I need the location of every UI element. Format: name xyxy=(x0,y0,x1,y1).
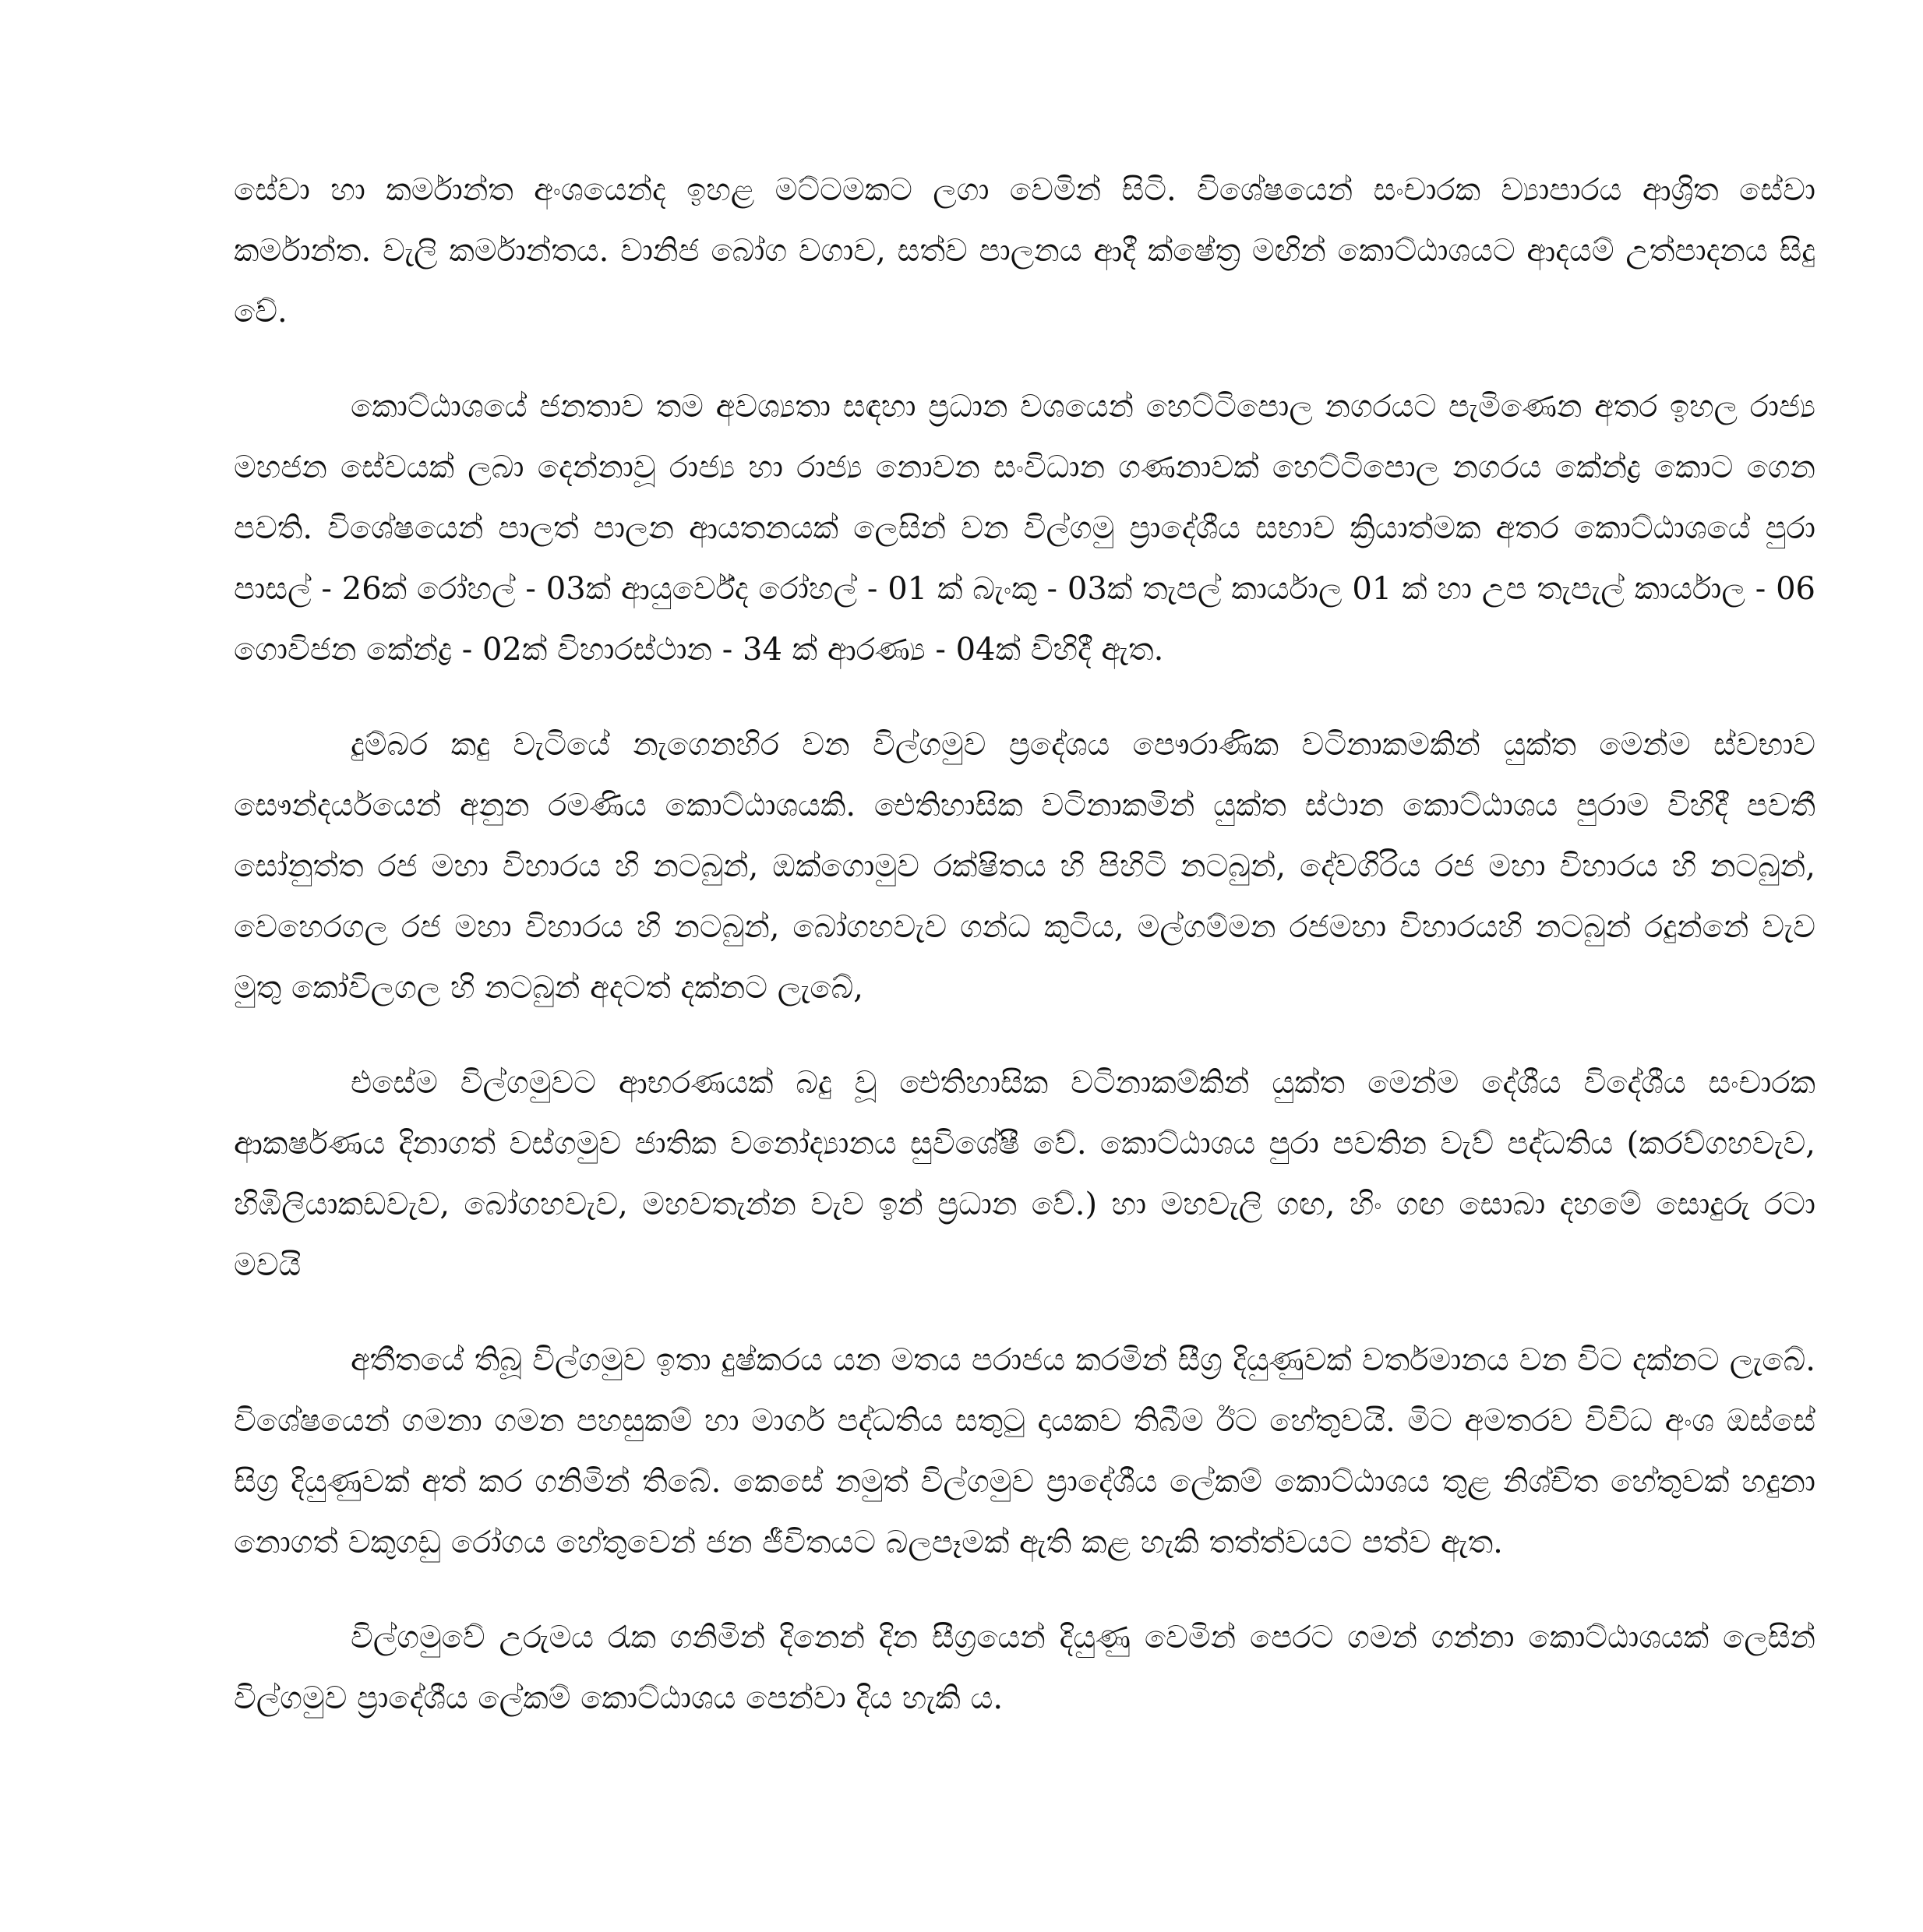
paragraph-3: දුම්බර කදු වැටියේ නැගෙනහිර වන විල්ගමුව ප්‍රදේශය පෞරාණික වටිනාකමකින් යුක්ත මෙන්ම ස්වභාව සෞන්දර්යයෙන් අනුන රමණිය කොට්ඨාශයකි. ඓතිහාසික වටිනාකමින් යුක්ත ස්ථාන කොට්ඨාශය පුරාම විහිදී පවතී සෝනුත්ත රජ මහා විහාරය හි නටබුන්, ඔක්ගොමුව රක්ෂිතය හි පිහිටි නටබුන්, දේවගිරිය රජ මහා විහාරය හි නටබුන්, වෙහෙරගල රජ මහා විහාරය හි නටබුන්, බෝගහවැව ගන්ධ කුටිය, මල්ගම්මන රජමහා විහාරයහි නටබුන් රදුන්නේ වැව මුතු කෝවිලගල හි නටබුන් අදටත් දක්නට ලැබේ, xyxy=(234,727,1815,1006)
paragraph-2: කොට්ඨාශයේ ජනතාව තම අවශ්‍යතා සඳහා ප්‍රධාන වශයෙන් හෙට්ටිපොල නගරයට පැමිණෙන අතර ඉහල රාජ්‍ය මහජන සේවයක් ලබා දෙන්නාවූ රාජ්‍ය හා රාජ්‍ය නොවන සංවිධාන ගණනාවක් හෙට්ටිපොල නගරය කේන්ද්‍ර කොට ගෙන පවති. විශේෂයෙන් පාලත් පාලන ආයතනයක් ලෙසින් වන විල්ගමු ප්‍රාදේශීය සභාව ක්‍රියාත්මක අතර කොට්ඨාශයේ පුරා පාසල් - 26ක් රෝහල් - 03ක් ආයුර්වේද රෝහල් - 01 ක් බැංකු - 03ක් තැපල් කාර්යාල 01 ක් හා උප තැපැල් කාර්යාල - 06 ගොවිජන කේන්ද්‍ර - 02ක් විහාරස්ථාන - 34 ක් ආරණ්‍ය - 04ක් විහිදී ඇත. xyxy=(234,389,1815,668)
document-body xyxy=(234,160,1815,1763)
paragraph-6: විල්ගමුවේ උරුමය රැක ගනිමින් දිනෙන් දින සීග්‍රයෙන් දියුණු වෙමින් පෙරට ගමන් ගන්නා කොට්ඨාශයක් ලෙසින් විල්ගමුව ප්‍රාදේශීය ලේකම් කොට්ඨාශය පෙන්වා දිය හැකි ය. xyxy=(234,1620,1815,1716)
paragraph-4: එසේම විල්ගමුවට ආභරණයක් බදු වූ ඓතිහාසික වටිනාකම්කින් යුක්ත මෙන්ම දේශීය විදේශීය සංචාරක ආකර්ෂණය දිනාගත් වස්ගමුව ජාතික වනෝද්‍යානය සුවිශේෂී වේ. කොට්ඨාශය පුරා පවතින වැව් පද්ධතිය (කරව්ගහවැව, හිඹිලියාකඩවැව, බෝගහවැව, මහවතැන්න වැව ඉන් ප්‍රධාන වේ.) හා මහවැලි ගඟ, හිං ගඟ සොබා දහමේ සොදුරු රටා මවයි xyxy=(234,1065,1815,1283)
paragraph-5: අතීතයේ තිබූ විල්ගමුව ඉතා දුෂ්කරය යන මතය පරාජය කරමින් සීග්‍ර දියුණුවක් වර්තමානය වන විට දක්නට ලැබේ. විශේෂයෙන් ගමනා ගමන පහසුකම් හා මාර්ග පද්ධතිය සතුටු දායකව තිබීම ඊට හේතුවයි. මිට අමතරව විවිධ අංශ ඔස්සේ සිග්‍ර දියුණුවක් අත් කර ගනිමින් තිබේ. කෙසේ නමුත් විල්ගමුව ප්‍රාදේශීය ලේකම් කොට්ඨාශය තුළ නිශ්චිත හේතුවක් හදුනා නොගත් වකුගඩු රෝගය හේතුවෙන් ජන ජීවිතයට බලපෑමක් ඇති කළ හැකි තත්ත්වයට පත්ව ඇත. xyxy=(234,1342,1815,1560)
paragraph-1: සේවා හා කර්මාන්ත අංශයෙන්ද ඉහළ මට්ටමකට ලගා වෙමින් සිටි. විශේෂයෙන් සංචාරක ව්‍යාපාරය ආශ්‍රිත සේවා කර්මාන්ත. වැලි කර්මාන්තය. වානිජ බෝග වගාව, සත්ව පාලනය ආදී ක්ෂේත්‍ර මඟින් කොට්ඨාශයට ආදයම් උත්පාදනය සිදු වේ. xyxy=(234,172,1815,330)
